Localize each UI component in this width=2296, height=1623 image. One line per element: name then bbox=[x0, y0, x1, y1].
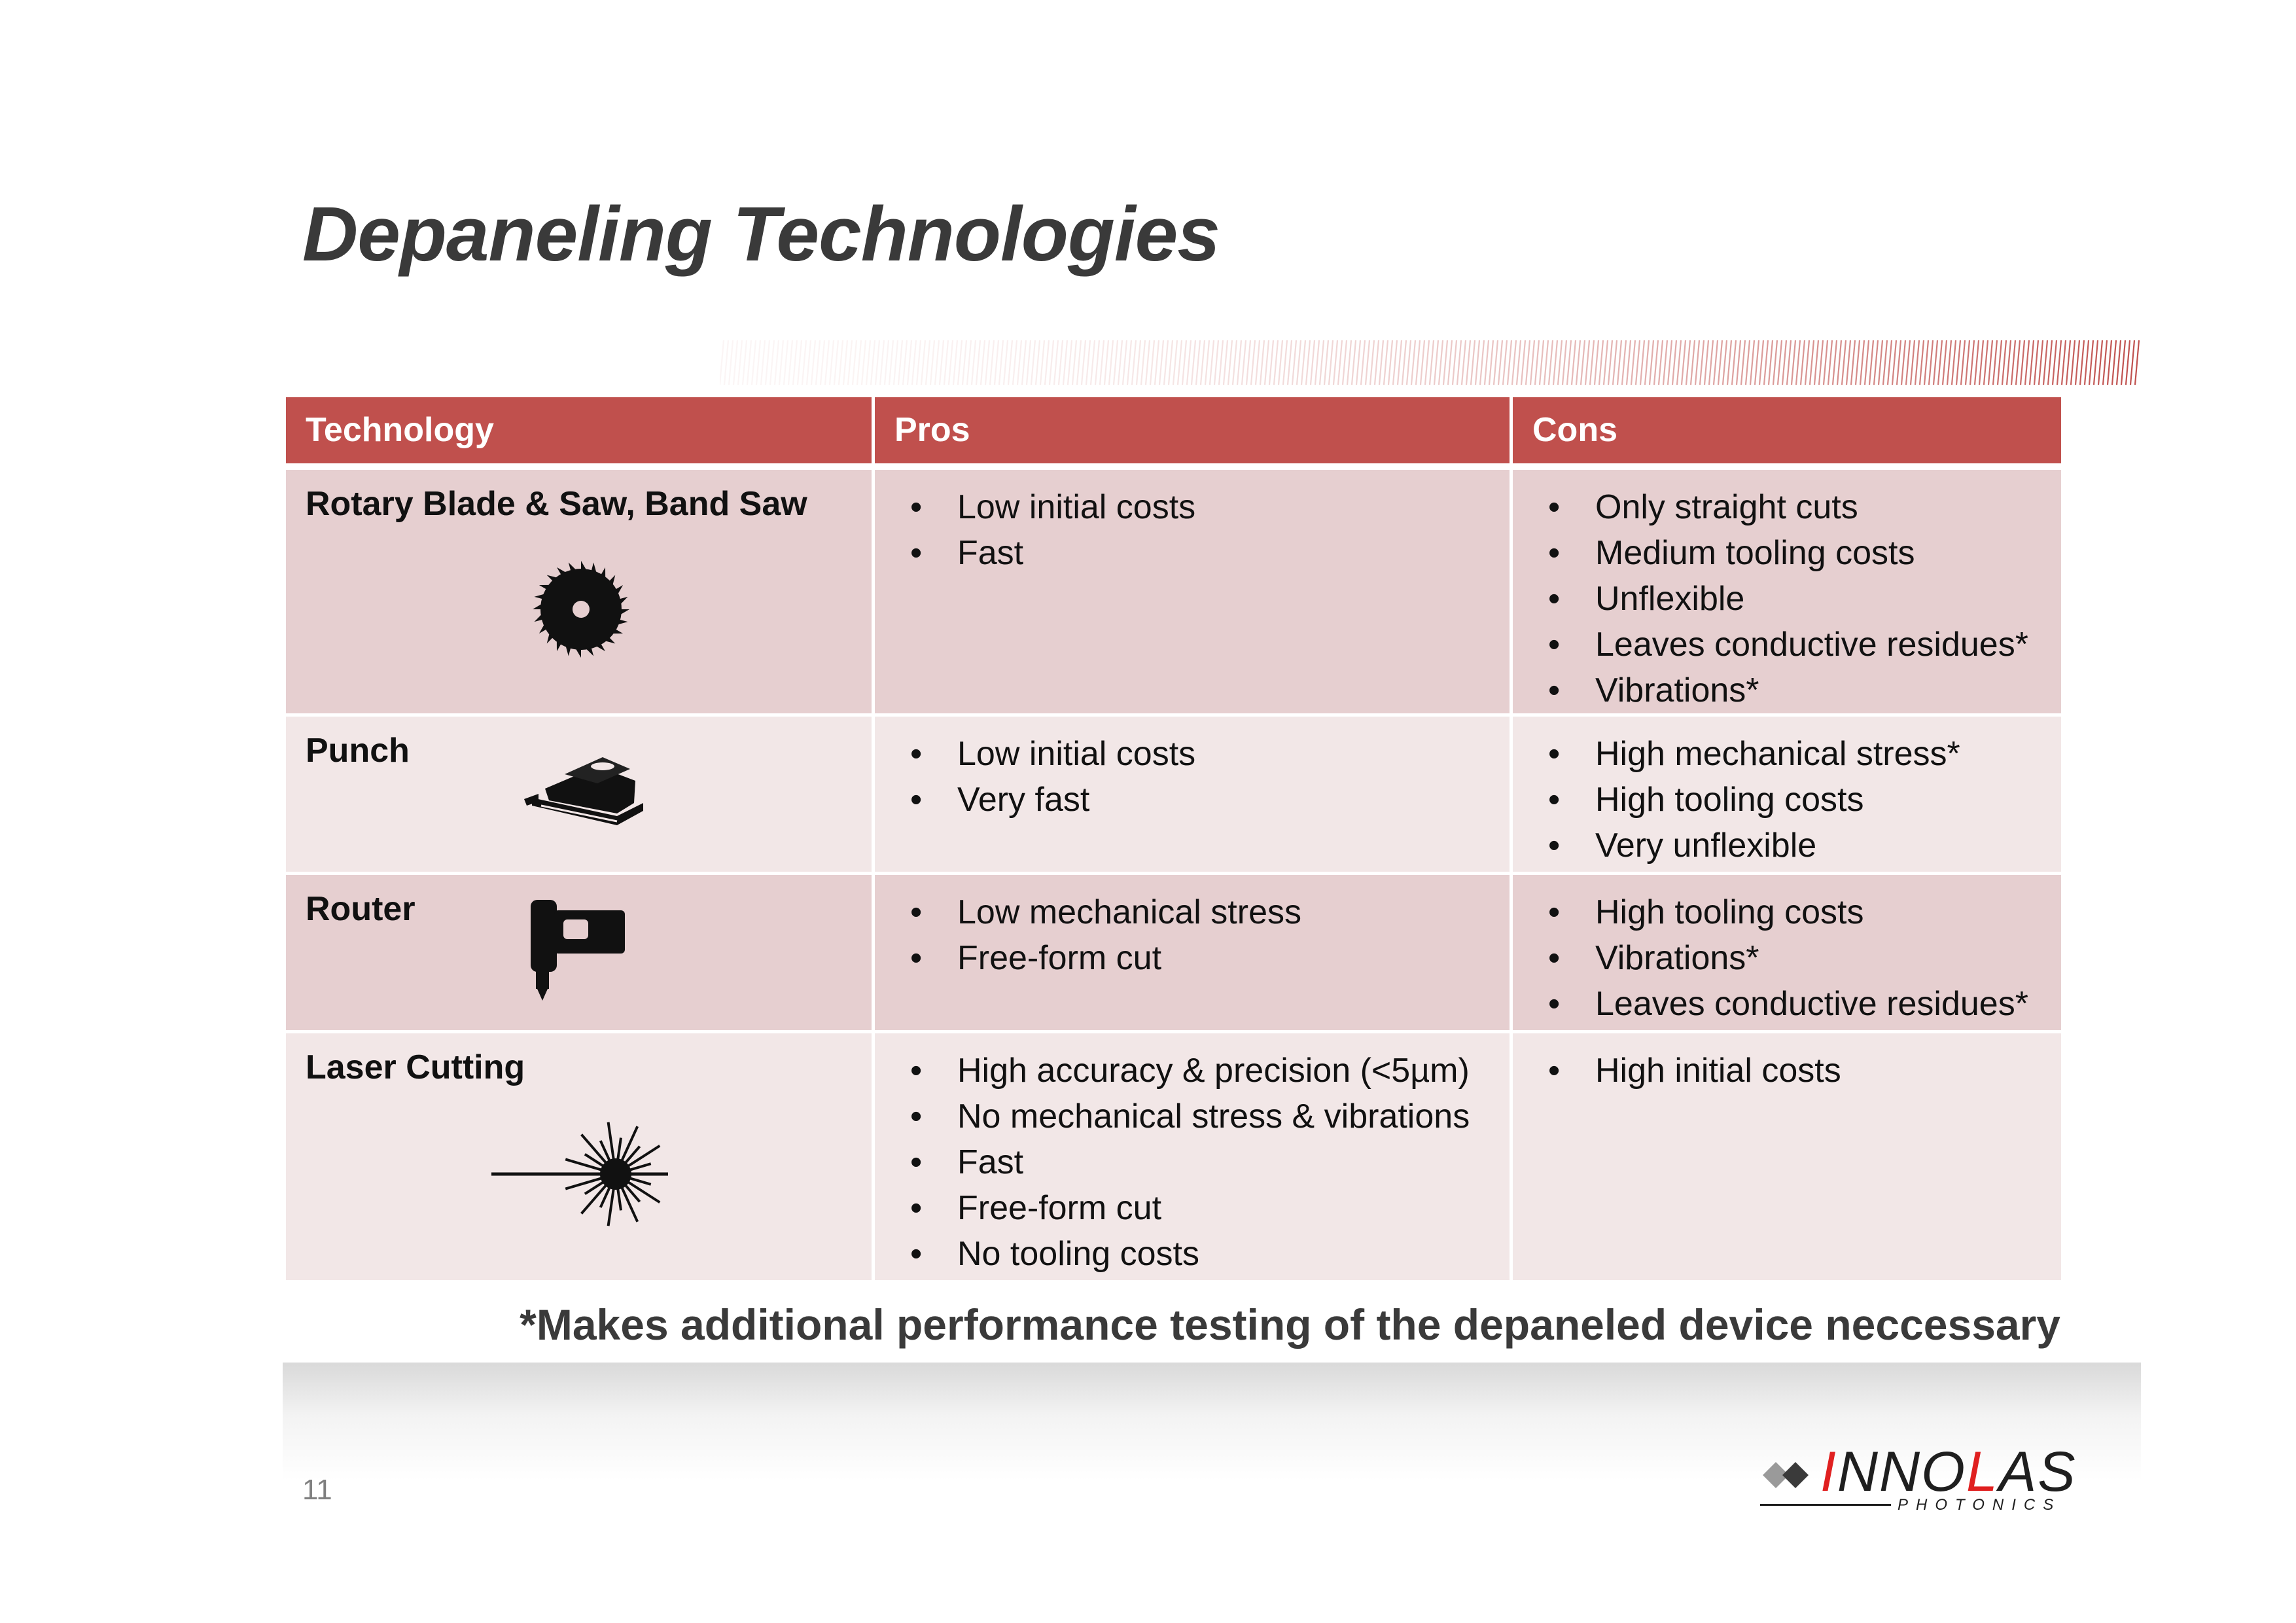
con-item: • High tooling costs bbox=[1532, 889, 2044, 935]
page-number: 11 bbox=[302, 1474, 332, 1506]
logo-letters-nno: NNO bbox=[1837, 1440, 1967, 1503]
cons-cell bbox=[1511, 874, 2063, 1032]
header-technology: Technology bbox=[285, 396, 874, 467]
technology-name: Laser Cutting bbox=[306, 1048, 525, 1086]
table-row bbox=[285, 467, 2063, 715]
laser-beam-icon bbox=[491, 1118, 681, 1238]
header-cons: Cons bbox=[1511, 396, 2063, 467]
con-item: • Leaves conductive residues* bbox=[1532, 981, 2044, 1027]
punch-icon bbox=[519, 743, 650, 843]
technology-cell bbox=[285, 874, 874, 1032]
technology-name: Punch bbox=[306, 732, 410, 770]
technology-cell bbox=[285, 1032, 874, 1282]
cons-cell bbox=[1511, 1032, 2063, 1282]
logo-letter-l: L bbox=[1966, 1440, 1999, 1503]
con-item: • High mechanical stress* bbox=[1532, 731, 2044, 777]
logo-letters-as: AS bbox=[1998, 1440, 2077, 1503]
pro-item: • Low initial costs bbox=[894, 484, 1492, 530]
header-pros: Pros bbox=[874, 396, 1511, 467]
saw-blade-icon bbox=[532, 560, 630, 667]
con-item: • Only straight cuts bbox=[1532, 484, 2044, 530]
pro-item: • No tooling costs bbox=[894, 1231, 1492, 1277]
con-item: • Vibrations* bbox=[1532, 935, 2044, 981]
table-header-row bbox=[285, 396, 2063, 467]
technology-name: Router bbox=[306, 890, 415, 928]
router-drill-icon bbox=[528, 893, 633, 1013]
logo-wordmark bbox=[1820, 1440, 2077, 1505]
pro-item: • No mechanical stress & vibrations bbox=[894, 1094, 1492, 1139]
innolas-logo bbox=[1760, 1440, 2077, 1514]
logo-subtitle: PHOTONICS bbox=[1898, 1496, 2062, 1514]
pro-item: • Fast bbox=[894, 530, 1492, 576]
technology-cell bbox=[285, 715, 874, 874]
pro-item: • Very fast bbox=[894, 777, 1492, 823]
footnote: *Makes additional performance testing of the depaneled device neccessary bbox=[520, 1300, 2060, 1349]
pro-item: • Fast bbox=[894, 1139, 1492, 1185]
pros-cell bbox=[874, 874, 1511, 1032]
table-row bbox=[285, 1032, 2063, 1282]
pro-item: • Free-form cut bbox=[894, 1185, 1492, 1231]
technology-cell bbox=[285, 467, 874, 715]
chevron-logo-icon bbox=[1760, 1458, 1816, 1492]
cons-cell bbox=[1511, 467, 2063, 715]
pro-item: • Low initial costs bbox=[894, 731, 1492, 777]
con-item: • Medium tooling costs bbox=[1532, 530, 2044, 576]
pros-cell bbox=[874, 1032, 1511, 1282]
pro-item: • Low mechanical stress bbox=[894, 889, 1492, 935]
pros-cell bbox=[874, 715, 1511, 874]
logo-letter-i: I bbox=[1820, 1440, 1837, 1503]
depaneling-table bbox=[283, 394, 2064, 1283]
pros-cell bbox=[874, 467, 1511, 715]
technology-name: Rotary Blade & Saw, Band Saw bbox=[306, 484, 807, 523]
pro-item: • High accuracy & precision (<5µm) bbox=[894, 1048, 1492, 1094]
decorative-hatch-band bbox=[720, 340, 2140, 385]
slide-title: Depaneling Technologies bbox=[302, 191, 1220, 277]
con-item: • Leaves conductive residues* bbox=[1532, 622, 2044, 668]
con-item: • High initial costs bbox=[1532, 1048, 2044, 1094]
table-row bbox=[285, 874, 2063, 1032]
cons-cell bbox=[1511, 715, 2063, 874]
table-row bbox=[285, 715, 2063, 874]
con-item: • Vibrations* bbox=[1532, 668, 2044, 713]
pro-item: • Free-form cut bbox=[894, 935, 1492, 981]
logo-underline bbox=[1760, 1504, 1891, 1506]
con-item: • High tooling costs bbox=[1532, 777, 2044, 823]
con-item: • Unflexible bbox=[1532, 576, 2044, 622]
con-item: • Very unflexible bbox=[1532, 823, 2044, 868]
